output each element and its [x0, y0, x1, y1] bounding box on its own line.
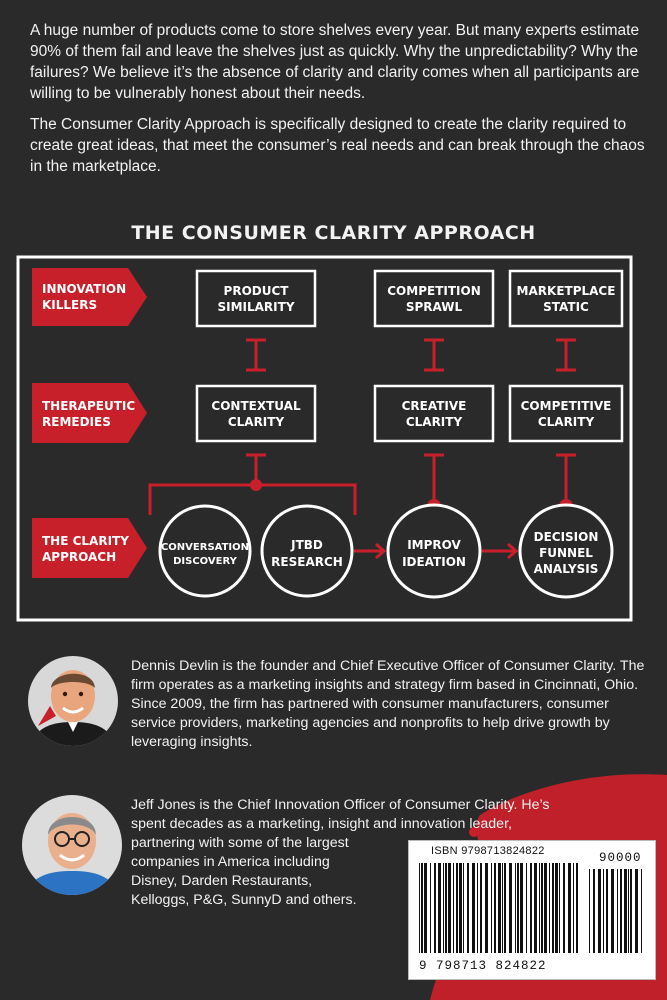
jeff-bio-line-2: spent decades as a marketing, insight and innovation leader, [131, 816, 512, 832]
barcode-bar [555, 863, 558, 953]
jeff-bio-line-6: Kelloggs, P&G, SunnyD and others. [131, 892, 357, 908]
barcode-bar [453, 863, 454, 953]
barcode-bar [498, 863, 501, 953]
barcode-bar [472, 863, 475, 953]
svg-text:SIMILARITY: SIMILARITY [217, 300, 295, 314]
svg-text:IMPROV: IMPROV [407, 538, 461, 552]
barcode-bar [526, 863, 527, 953]
barcode-bar [438, 863, 441, 953]
barcode-bar [502, 863, 503, 953]
killer-box-competition-sprawl [375, 271, 493, 326]
svg-text:CREATIVE: CREATIVE [401, 399, 467, 413]
barcode-bar [443, 863, 444, 953]
barcode-bar [635, 869, 638, 953]
row-label-therapeutic-remedies [32, 383, 147, 443]
barcode-bar [424, 863, 427, 953]
isbn-digits: 9 798713 824822 [419, 959, 547, 973]
svg-text:THE CLARITY: THE CLARITY [42, 534, 129, 548]
barcode-bar [485, 863, 488, 953]
barcode-bar [491, 863, 492, 953]
svg-text:CONTEXTUAL: CONTEXTUAL [211, 399, 301, 413]
svg-text:SPRAWL: SPRAWL [405, 300, 463, 314]
svg-text:KILLERS: KILLERS [42, 298, 98, 312]
approach-circle-improv-ideation [388, 505, 480, 597]
jeff-avatar [22, 795, 122, 895]
barcode-bar [576, 863, 578, 953]
barcode-bar [430, 863, 431, 953]
isbn-barcode [408, 840, 656, 980]
intro-paragraph-1: A huge number of products come to store shelves every year. But many experts estimate 90% of them fail and leave the shelves just as quickly. Why the unpredictability? Why the failures? We believe it’s the absence of clarity and clarity comes when all participants are willing to be vulnerably honest about their needs. [30, 22, 640, 102]
barcode-bar [459, 863, 462, 953]
barcode-bar [467, 863, 469, 953]
approach-circle-conversation-discovery [160, 506, 250, 596]
barcode-bar [563, 863, 565, 953]
barcode-bar [573, 863, 574, 953]
svg-text:CLARITY: CLARITY [227, 415, 285, 429]
remedy-box-contextual-clarity [197, 386, 315, 441]
svg-text:PRODUCT: PRODUCT [223, 284, 289, 298]
svg-text:CLARITY: CLARITY [405, 415, 463, 429]
isbn-label: ISBN 9798713824822 [431, 845, 545, 857]
svg-text:MARKETPLACE: MARKETPLACE [516, 284, 616, 298]
barcode-bar [434, 863, 436, 953]
approach-circle-decision-funnel-analysis [520, 505, 612, 597]
barcode-bar [419, 863, 420, 953]
barcode-bar [589, 869, 590, 953]
svg-text:IDEATION: IDEATION [402, 555, 466, 569]
barcode-bar [421, 863, 423, 953]
barcode-bar [603, 869, 604, 953]
barcode-bar [530, 863, 532, 953]
svg-text:APPROACH: APPROACH [42, 550, 117, 564]
remedy-box-creative-clarity [375, 386, 493, 441]
barcode-bar [515, 863, 516, 953]
connectors-killers-remedies [246, 340, 576, 370]
killer-box-marketplace-static [510, 271, 622, 326]
barcode-bar [517, 863, 519, 953]
barcode-bar [617, 869, 618, 953]
killer-box-product-similarity [197, 271, 315, 326]
barcode-bar [463, 863, 464, 953]
remedy-box-competitive-clarity [510, 386, 622, 441]
svg-text:ANALYSIS: ANALYSIS [533, 562, 599, 576]
jeff-bio-line-4: companies in America including [131, 854, 330, 870]
svg-text:JTBD: JTBD [291, 538, 323, 552]
jeff-bio-line-1: Jeff Jones is the Chief Innovation Officer of Consumer Clarity. He’s [131, 797, 550, 813]
barcode-bar [504, 863, 506, 953]
svg-text:FUNNEL: FUNNEL [539, 546, 593, 560]
barcode-bars-main [419, 863, 579, 953]
barcode-bar [509, 863, 512, 953]
barcode-bar [539, 863, 540, 953]
barcode-bar [606, 869, 608, 953]
barcode-bar [494, 863, 496, 953]
price-code: 90000 [599, 851, 642, 865]
barcode-bar [445, 863, 447, 953]
svg-text:INNOVATION: INNOVATION [42, 282, 127, 296]
svg-text:COMPETITION: COMPETITION [387, 284, 481, 298]
barcode-bar [520, 863, 523, 953]
barcode-bar [549, 863, 550, 953]
jeff-bio-line-3: partnering with some of the largest [131, 835, 349, 851]
svg-text:RESEARCH: RESEARCH [271, 555, 343, 569]
diagram-title: THE CONSUMER CLARITY APPROACH [131, 222, 536, 244]
svg-text:REMEDIES: REMEDIES [42, 415, 111, 429]
barcode-bar [598, 869, 601, 953]
barcode-bar [456, 863, 458, 953]
barcode-bar [552, 863, 554, 953]
barcode-bar [593, 869, 595, 953]
barcode-bar [448, 863, 451, 953]
intro-paragraph-2: The Consumer Clarity Approach is specifically designed to create the clarity required to create great ideas, that meet the consumer’s real needs and can break through the chaos in the marketplace. [30, 116, 645, 175]
row-label-innovation-killers [32, 268, 147, 326]
svg-text:COMPETITIVE: COMPETITIVE [520, 399, 612, 413]
barcode-bar [620, 869, 622, 953]
approach-circle-jtbd-research [262, 506, 352, 596]
barcode-bar [611, 869, 614, 953]
barcode-bar [534, 863, 537, 953]
dennis-avatar [28, 656, 118, 746]
row-label-clarity-approach [32, 518, 147, 578]
barcode-bar [544, 863, 547, 953]
jeff-bio-line-5: Disney, Darden Restaurants, [131, 873, 313, 889]
barcode-bar [568, 863, 571, 953]
svg-text:DECISION: DECISION [533, 530, 599, 544]
svg-text:DISCOVERY: DISCOVERY [173, 556, 237, 567]
barcode-bar [541, 863, 543, 953]
barcode-bar [630, 869, 632, 953]
barcode-bar [624, 869, 627, 953]
barcode-bar [480, 863, 482, 953]
barcode-bar [628, 869, 629, 953]
barcode-bar [559, 863, 560, 953]
dennis-bio: Dennis Devlin is the founder and Chief Executive Officer of Consumer Clarity. The firm operates as a marketing insights and strategy firm based in Cincinnati, Ohio. Since 2009, the firm has partnered with consumer manufacturers, consumer service providers, marketing agencies and nonprofits to help drive growth by leveraging insights. [131, 658, 645, 750]
svg-text:THERAPEUTIC: THERAPEUTIC [42, 399, 136, 413]
barcode-bar [477, 863, 478, 953]
svg-text:STATIC: STATIC [543, 300, 589, 314]
svg-text:CONVERSATION: CONVERSATION [160, 542, 250, 553]
barcode-bars-addon [589, 869, 645, 953]
svg-text:CLARITY: CLARITY [537, 415, 595, 429]
barcode-bar [641, 869, 642, 953]
